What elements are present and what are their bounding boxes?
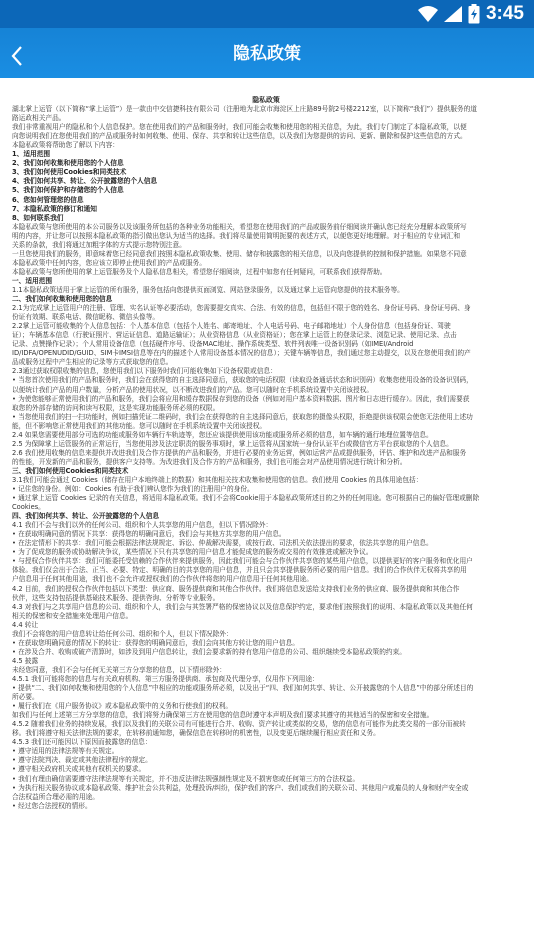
paragraph-line: • 在涉及合并、收购或破产清算时，如涉及到用户信息转让，我们会要求新的持有您用户信息的公司、组织继续受本隐私政策的约束。 bbox=[12, 647, 406, 656]
section-heading: 8、如何联系我们 bbox=[12, 213, 64, 222]
paragraph-line: 4.5.2 随着我们业务的持续发展，我们以及我们的关联公司有可能进行合并、收购、资产转让或类似的交易，您的信息有可能作为此类交易的一部分而被转 bbox=[12, 720, 466, 729]
paragraph-line: • 在获取明确同意的情况下共享：获得您的明确同意后，我们会与其他方共享您的用户信息。 bbox=[12, 530, 286, 539]
paragraph-line: 2.4 如果您需要使用部分可选的功能或服务如车辆行车轨迹等，您还应该提供使用该功能或服务所必须的信息，如车辆的通行地理位置等信息。 bbox=[12, 430, 433, 439]
paragraph-line: 未经您同意，我们不会与任何无关第三方分享您的信息，以下情形除外： bbox=[12, 665, 226, 674]
section-heading: 6、您如何管理您的信息 bbox=[12, 195, 84, 204]
paragraph-line: • 在获取您明确同意的情况下的转让：获得您的明确同意后，我们会向其他方转让您的用户信息。 bbox=[12, 638, 299, 647]
status-bar bbox=[0, 0, 534, 28]
battery-icon bbox=[468, 4, 480, 24]
paragraph-line: • 为了促成您的服务或协助解决争议，某些情况下只有共享您的用户信息才能促成您的服务或交易的有效推进或解决争议。 bbox=[12, 548, 373, 557]
paragraph-line: 关系的条款，我们将通过加粗字体的方式提示您特别注意。 bbox=[12, 240, 186, 249]
paragraph-line: • 遵守适用的法律法规等有关规定。 bbox=[12, 747, 119, 756]
section-heading: 三、我们如何使用Cookies和同类技术 bbox=[12, 466, 129, 475]
paragraph-line: 的性能，开发新的产品和服务，提供客户支持等。为改进我们及合作方的产品和服务，我们也可能会对产品使用情况进行统计和分析。 bbox=[12, 457, 407, 466]
paragraph-line: • 我们有理由确信需要遵守法律法规等有关规定，并不违反法律法规强制性规定及不损害您或任何第三方的合法权益。 bbox=[12, 774, 360, 783]
paragraph-line: 我们不会将您的用户信息转让给任何公司、组织和个人，但以下情况除外： bbox=[12, 629, 233, 638]
paragraph-line: 取您的外部存储的访问和读写权限，这是实现功能服务所必须的权限。 bbox=[12, 403, 220, 412]
paragraph-line: • 经过您合法授权的情形。 bbox=[12, 801, 92, 810]
document-title: 隐私政策 bbox=[252, 96, 280, 104]
paragraph-line: • 通过掌上运管 Cookies 记录的有关信息，将适用本隐私政策。我们不会将Cookie用于本隐私政策所述目的之外的任何用途。您可根据自己的偏好管理或删除 bbox=[12, 494, 480, 503]
paragraph-line: 我们非常重视用户的隐私和个人信息保护。您在使用我们的产品和服务时，我们可能会收集和使用您的相关信息，为此，我们专门制定了本隐私政策，以便 bbox=[12, 123, 467, 132]
paragraph-line: 伙伴，这些支持包括提供基础技术服务、提供咨询、分析等专业服务。 bbox=[12, 593, 220, 602]
paragraph-line: 本隐私政策与您所使用的掌上运管服务及个人隐私信息相关，希望您仔细阅读，过程中如您有任何疑问，可联系我们获得帮助。 bbox=[12, 267, 387, 276]
paragraph-line: • 遵守法院判决、裁定或其他法律程序的规定。 bbox=[12, 756, 152, 765]
paragraph-line: 向您说明我们在您使用我们的产品或服务时如何收集、使用、保存、共享和转让这些信息，以及我们为您提供的访问、更新、删除和保护这些信息的方式。 bbox=[12, 132, 467, 141]
paragraph-line: • 履行我们在《用户服务协议》或本隐私政策中的义务和行使我们的权利。 bbox=[12, 702, 233, 711]
paragraph-line: 4.3 对我们与之共享用户信息的公司、组织和个人，我们会与其签署严格的保密协议以及信息保护约定，要求他们按照我们的说明、本隐私政策以及其他任何 bbox=[12, 602, 473, 611]
paragraph-line: 4.5 披露 bbox=[12, 656, 39, 665]
paragraph-line: 本隐私政策与您所使用的本公司服务以及该服务所包括的各种业务功能相关，希望您在使用我们的产品或服务前仔细阅读并确认您已经充分理解本政策所写 bbox=[12, 222, 467, 231]
status-time: 3:45 bbox=[485, 3, 524, 24]
section-heading: 四、我们如何共享、转让、公开披露您的个人信息 bbox=[12, 512, 160, 521]
paragraph-line: 1.1本隐私政策适用于掌上运管的所有服务，服务包括向您提供页面浏览、网站登录服务，以及通过掌上运管向您提供的技术服务等。 bbox=[12, 285, 404, 294]
paragraph-line: • 与授权合作伙伴共享：我们可能委托受信赖的合作伙伴来提供服务，因此我们可能会与合作伙伴共享您的某些用户信息，以提供更好的客户服务和优化用户 bbox=[12, 557, 473, 566]
app-bar bbox=[0, 28, 534, 78]
section-heading: 一、适用范围 bbox=[12, 276, 53, 285]
paragraph-line: • 当您使用我们的扫一扫功能时，例如扫描凭证二维码时，我们会在获得您的自主选择同意后，获取您的摄像头权限，拒绝提供该权限会使您无法使用上述功 bbox=[12, 412, 473, 421]
paragraph-line: ID/IDFA/OPENUDID/GUID、SIM卡IMSI信息等在内的描述个人常用设备基本情况的信息）；关键车辆等信息，我们通过您主动提交，以及在您使用我们的产 bbox=[12, 349, 471, 358]
paragraph-line: 2.6 我们使用收集的信息来提供并改进我们及合作方提供的产品和服务，并进行必要的业务运营，例如运营产品或提供服务，评估、维护和改进产品和服务 bbox=[12, 448, 467, 457]
paragraph-line: 4.2 目前，我们的授权合作伙伴包括以下类型：供应商、服务提供商和其他合作伙伴。我们将信息发送给支持我们业务的供应商、服务提供商和其他合作 bbox=[12, 584, 460, 593]
paragraph-line: • 在法定情形下的共享：我们可能会根据法律法规规定、诉讼、仲裁解决需要，或按行政、司法机关依法提出的要求，依法共享您的用户信息。 bbox=[12, 539, 433, 548]
paragraph-line: 如我们与任何上述第三方分享您的信息，我们将努力确保第三方在使用您的信息时遵守本声明及我们要求其遵守的其他适当的保密和安全措施。 bbox=[12, 711, 434, 720]
paragraph-line: 记录、点赞操作记录）；个人常用设备信息（包括硬件序号、设备MAC地址、操作系统类型、软件列表唯一设备识别码（如IMEI/Android bbox=[12, 340, 414, 349]
paragraph-line: 4.4 转让 bbox=[12, 620, 39, 629]
paragraph-line: • 记住您的身份。例如：Cookies 有助于我们辨认您作为我们的注册用户的身份。 bbox=[12, 485, 254, 494]
paragraph-line: 所必要。 bbox=[12, 693, 39, 702]
paragraph-line: 能，但不影响您正常使用我们的其他功能。您可以随时在手机系统设置中关闭该授权。 bbox=[12, 421, 267, 430]
paragraph-line: • 提供“二、我们如何收集和使用您的个人信息”中相应的功能或服务所必须，以及出于“四、我们如何共享、转让、公开披露您的个人信息”中的部分所述目的 bbox=[12, 684, 474, 693]
paragraph-line: 2.5 为保障掌上运管服务的正常运行，当您使用涉及法定职责的服务事项时，掌上运管将从国家统一身份认证平台或微信官方平台获取您的个人信息。 bbox=[12, 439, 453, 448]
document-body bbox=[12, 105, 520, 811]
paragraph-line: Cookies。 bbox=[12, 503, 45, 512]
paragraph-line: 品或服务过程中产生相应的记录等方式获取您的信息。 bbox=[12, 358, 173, 367]
paragraph-line: • 为执行相关服务协议或本隐私政策、维护社会公共利益，处理投诉/纠纷，保护我们的客户、我们或我们的关联公司、其他用户或雇员的人身和财产安全或 bbox=[12, 783, 469, 792]
paragraph-line: 湖北掌上运管（以下简称“掌上运管”）是一款由中交信捷科技有限公司（注册地为北京市海淀区上庄路89号院2号楼2212室，以下简称“我们”）提供服务的道 bbox=[12, 105, 477, 114]
section-heading: 5、我们如何保护和存储您的个人信息 bbox=[12, 186, 124, 195]
paragraph-line: 相关的保密和安全措施来处理用户信息。 bbox=[12, 611, 133, 620]
section-heading: 二、我们如何收集和使用您的信息 bbox=[12, 295, 113, 304]
section-heading: 3、我们如何使用Cookies和同类技术 bbox=[12, 168, 127, 177]
paragraph-line: 一旦您使用我们的服务，即意味着您已经同意我们按照本隐私政策收集、使用、储存和披露您的相关信息，以及向您提供的控制和保护措施。如果您不同意 bbox=[12, 249, 467, 258]
paragraph-line: 明的内容，并让您可以按照本隐私政策的指引做出您认为适当的选择。我们将尽量使用简明扼要的表述方式，以便您更好地理解。对于相应的专业词汇和 bbox=[12, 231, 461, 240]
paragraph-line: 体验。我们仅会出于合法、正当、必要、特定、明确的目的共享您的用户信息，并且只会共享提供服务所必要的用户信息。我们的合作伙伴无权将共享的用 bbox=[12, 566, 467, 575]
paragraph-line: • 为使您能够正常使用我们的产品和服务，我们会将应用和缓存数据保存到您的设备（例如对用户基本资料数据、图片和日志进行缓存）。因此，我们需要获 bbox=[12, 394, 470, 403]
paragraph-line: 4.1 我们不会与我们以外的任何公司、组织和个人共享您的用户信息，但以下情况除外： bbox=[12, 521, 273, 530]
signal-icon bbox=[444, 6, 462, 22]
paragraph-line: 证）；车辆基本信息（行驶证照片、营运证信息、道路运输证）；从业资格信息（从业资格证）；您在掌上运管上的登录记录、浏览记录、使用记录、点击 bbox=[12, 331, 457, 340]
paragraph-line: 4.5.3 我们还可能因以下原因而披露您的信息： bbox=[12, 738, 152, 747]
wifi-icon bbox=[418, 6, 438, 22]
paragraph-line: 2.2掌上运管可能收集的个人信息包括：个人基本信息（包括个人姓名、邮寄地址、个人电话号码、电子邮箱地址）个人身份信息（包括身份证、驾驶 bbox=[12, 322, 451, 331]
paragraph-line: 2.3通过获取权限收集的信息，您使用我们以下服务时我们可能收集如下设备权限或信息： bbox=[12, 367, 277, 376]
paragraph-line: 户信息用于任何其他用途，我们也不会允许或授权我们的合作伙伴将您的用户信息用于任何其他用途。 bbox=[12, 575, 313, 584]
section-heading: 2、我们如何收集和使用您的个人信息 bbox=[12, 159, 124, 168]
paragraph-line: 份证有效期、联系电话、微信昵称、微信头像等。 bbox=[12, 313, 160, 322]
status-icons bbox=[418, 2, 524, 26]
paragraph-line: 本隐私政策中任何内容，您应该立即停止使用我们的产品或服务。 bbox=[12, 258, 206, 267]
paragraph-line: 本隐私政策将帮助您了解以下内容： bbox=[12, 141, 119, 150]
paragraph-line: • 遵守相关政府机关或其他有权机关的要求。 bbox=[12, 765, 146, 774]
paragraph-line: • 当您首次使用我们的产品和服务时，我们会在获得您的自主选择同意后，获取您的电话权限（读取设备通话状态和识别码）收集您使用设备的设备识别码， bbox=[12, 376, 473, 385]
paragraph-line: 3.1我们可能会通过 Cookies（储存在用户本地终端上的数据）和其他相关技术收集和使用您的信息。我们使用 Cookies 的具体用途包括： bbox=[12, 475, 423, 484]
paragraph-line: 移。我们将遵守相关法律法规的要求，在转移前通知您，确保信息在转移时的机密性，以及变更后继续履行相应责任和义务。 bbox=[12, 729, 380, 738]
section-heading: 4、我们如何共享、转让、公开披露您的个人信息 bbox=[12, 177, 158, 186]
page-title: 隐私政策 bbox=[233, 44, 301, 64]
paragraph-line: 4.5.1 我们可能将您的信息与有关政府机构、第三方服务提供商、承包商及代理分享，仅用作下列用途： bbox=[12, 675, 319, 683]
paragraph-line: 合法权益所合理必需的用途。 bbox=[12, 792, 99, 801]
paragraph-line: 2.1为完成掌上运管用户的注册、管理、实名认证等必要活动，您需要提交真实、合法、有效的信息，包括但不限于您的姓名、身份证号码、身份证号码、身 bbox=[12, 304, 471, 313]
section-heading: 1、适用范围 bbox=[12, 150, 51, 159]
privacy-policy-content[interactable] bbox=[12, 96, 520, 946]
section-heading: 7、本隐私政策的修订和通知 bbox=[12, 204, 97, 213]
paragraph-line: 路运政相关产品。 bbox=[12, 114, 66, 123]
paragraph-line: 以便统计我们产品的用户数量，分析产品的使用状况，以不断改进我们的产品。您可以随时在手机系统设置中关闭该授权。 bbox=[12, 385, 374, 394]
